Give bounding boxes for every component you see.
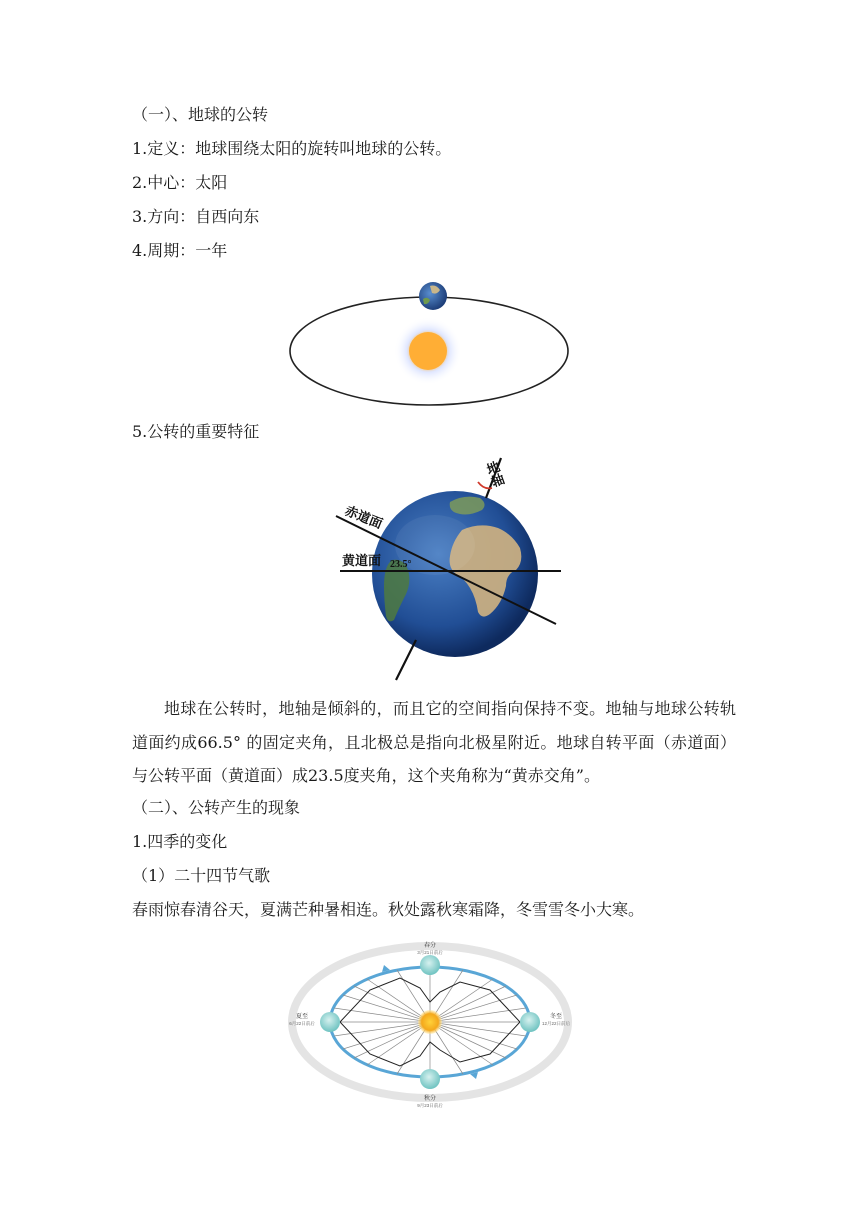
- angle-label: 23.5°: [390, 559, 412, 570]
- earth-summer-icon: [320, 1012, 340, 1032]
- earth-spring-icon: [420, 955, 440, 975]
- solar-terms-diagram: [280, 938, 580, 1116]
- earth-autumn-icon: [420, 1069, 440, 1089]
- center-item: 2.中心：太阳: [132, 173, 228, 192]
- tilt-paragraph: 地球在公转时，地轴是倾斜的，而且它的空间指向保持不变。地轴与地球公转轨道面约成66.5° 的固定夹角，且北极总是指向北极星附近。地球自转平面（赤道面）与公转平面（黄道面）成23.5度夹角，这个夹角称为“黄赤交角”。: [132, 699, 736, 785]
- autumn-equinox-label: 秋分: [423, 1096, 437, 1102]
- summer-date-label: 6月22日前后: [289, 1021, 315, 1026]
- winter-solstice-label: 冬至: [549, 1014, 563, 1020]
- ecliptic-label: 黄道面: [342, 553, 382, 568]
- period-item: 4.周期：一年: [132, 241, 228, 260]
- definition-item: 1.定义：地球围绕太阳的旋转叫地球的公转。: [132, 139, 452, 158]
- winter-date-label: 12月22日前后: [541, 1021, 571, 1026]
- section-heading: （一）、地球的公转: [132, 105, 269, 124]
- seasons-item: 1.四季的变化: [132, 832, 228, 851]
- sun-icon: [409, 332, 447, 370]
- section2-heading: （二）、公转产生的现象: [132, 798, 301, 817]
- orbit-diagram: [280, 272, 580, 412]
- sun-icon: [418, 1010, 442, 1034]
- feature-heading: 5.公转的重要特征: [132, 422, 260, 441]
- earth-winter-icon: [520, 1012, 540, 1032]
- spring-equinox-label: 春分: [423, 943, 437, 949]
- solar-terms-song: 春雨惊春清谷天，夏满芒种暑相连。秋处露秋寒霜降，冬雪雪冬小大寒。: [132, 900, 645, 919]
- direction-item: 3.方向：自西向东: [132, 207, 260, 226]
- summer-solstice-label: 夏至: [295, 1014, 309, 1020]
- spring-date-label: 3月21日前后: [417, 950, 443, 955]
- equator-label: 赤道面: [342, 502, 385, 532]
- autumn-date-label: 9月23日前后: [417, 1103, 443, 1108]
- solar-terms-subheading: （1）二十四节气歌: [132, 866, 271, 885]
- earth-icon: [419, 282, 447, 310]
- earth-axis-bottom: [396, 640, 416, 680]
- axial-tilt-diagram: [330, 450, 570, 682]
- axis-label: 地轴: [482, 459, 506, 489]
